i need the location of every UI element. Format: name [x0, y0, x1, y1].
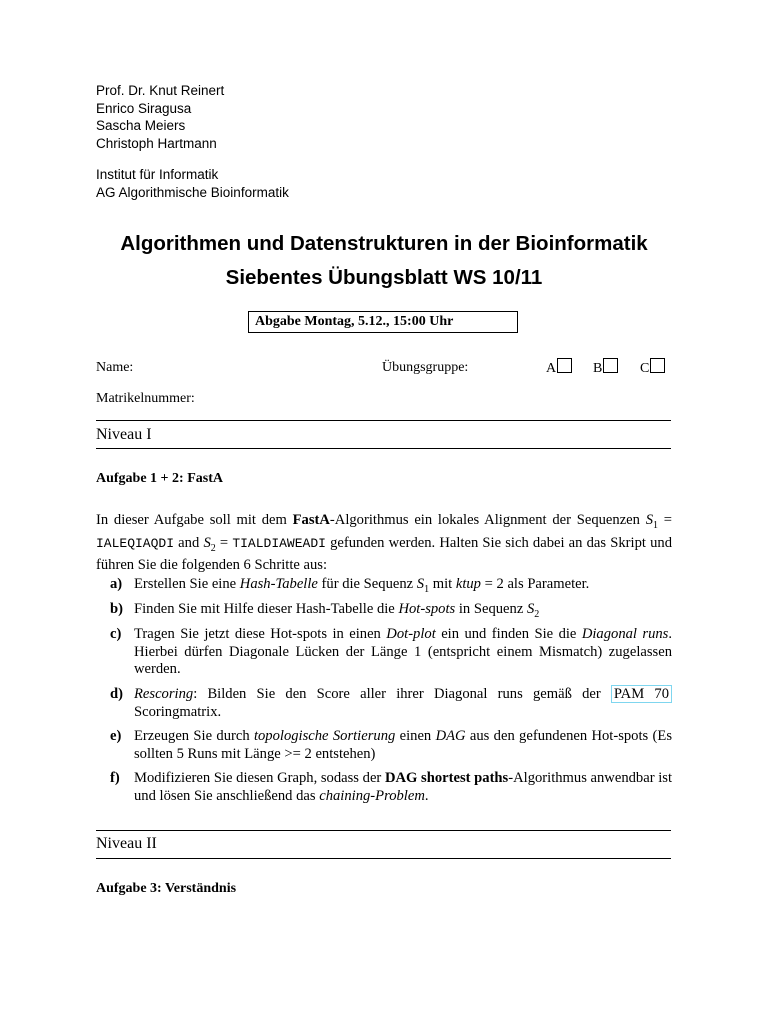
author-name: Sascha Meiers — [96, 118, 186, 133]
list-item-f: f) Modifizieren Sie diesen Graph, sodass der DAG shortest paths-Algorithmus anwendbar ist und lösen Sie anschließend das chaining-Problem. — [110, 770, 673, 804]
sequence-s1: IALEQIAQDI — [96, 535, 175, 551]
author-name: Prof. Dr. Knut Reinert — [96, 83, 225, 98]
sequence-s2: TIALDIAWEADI — [232, 535, 326, 551]
group-option-b-label: B — [593, 361, 603, 376]
institute-name: Institut für Informatik — [96, 167, 219, 182]
list-item-a: a) Erstellen Sie eine Hash-Tabelle für die Sequenz $S_1$ mit ktup = 2 als Parameter. — [110, 576, 590, 595]
section-rule — [96, 830, 671, 831]
course-title: Algorithmen und Datenstrukturen in der Bioinformatik — [120, 232, 648, 255]
list-item-d: d) Rescoring: Bilden Sie den Score aller ihrer Diagonal runs gemäß der PAM 70 Scoringmatrix. — [96, 686, 672, 721]
sheet-title: Siebentes Übungsblatt WS 10/11 — [225, 266, 543, 289]
name-label: Name: — [96, 360, 134, 375]
institute-block — [96, 166, 289, 201]
section-heading-level2: Niveau II — [96, 835, 157, 852]
group-label: Übungsgruppe: — [382, 360, 469, 375]
author-name: Christoph Hartmann — [96, 135, 217, 151]
pam70-link[interactable]: PAM 70 — [611, 685, 672, 703]
checkbox-b[interactable] — [603, 358, 618, 373]
fasta-term: FastA — [292, 512, 330, 528]
group-option-c-label: C — [640, 361, 650, 376]
task-title-1-2: Aufgabe 1 + 2: FastA — [96, 471, 223, 486]
section-rule — [96, 448, 671, 449]
list-item-e: e) Erzeugen Sie durch topologische Sortierung einen DAG aus den gefundenen Hot-spots (Es sollten 5 Runs mit Länge >= 2 entstehen) — [110, 728, 672, 762]
author-list — [96, 82, 224, 152]
group-option-b[interactable] — [593, 358, 618, 377]
section-rule — [96, 858, 671, 859]
checkbox-a[interactable] — [557, 358, 572, 373]
matrikel-label: Matrikelnummer: — [96, 391, 195, 406]
list-item-b: b) Finden Sie mit Hilfe dieser Hash-Tabelle die Hot-spots in Sequenz $S_2$ — [110, 601, 540, 620]
task-intro-paragraph: In dieser Aufgabe soll mit dem FastA-Algorithmus ein lokales Alignment der Sequenzen $S_1$ = IALEQIAQDI and $S_2$ = TIALDIAWEADI gefunden werden. Halten Sie sich dabei an das Skript und führen Sie die folgenden 6 Schritte aus: — [96, 512, 672, 573]
department-name: AG Algorithmische Bioinformatik — [96, 184, 289, 200]
group-option-a-label: A — [546, 361, 557, 376]
deadline-box: Abgabe Montag, 5.12., 15:00 Uhr — [248, 311, 518, 333]
task-title-3: Aufgabe 3: Verständnis — [96, 881, 237, 896]
section-rule — [96, 420, 671, 421]
author-name: Enrico Siragusa — [96, 100, 192, 116]
list-item-c: c) Tragen Sie jetzt diese Hot-spots in einen Dot-plot ein und finden Sie die Diagonal runs. Hierbei dürfen Diagonale Lücken der Länge 1 (entspricht einem Mismatch) zugelassen werden. — [110, 626, 672, 678]
group-option-c[interactable] — [640, 358, 665, 377]
group-option-a[interactable] — [546, 358, 572, 377]
checkbox-c[interactable] — [650, 358, 665, 373]
section-heading-level1: Niveau I — [96, 426, 152, 443]
